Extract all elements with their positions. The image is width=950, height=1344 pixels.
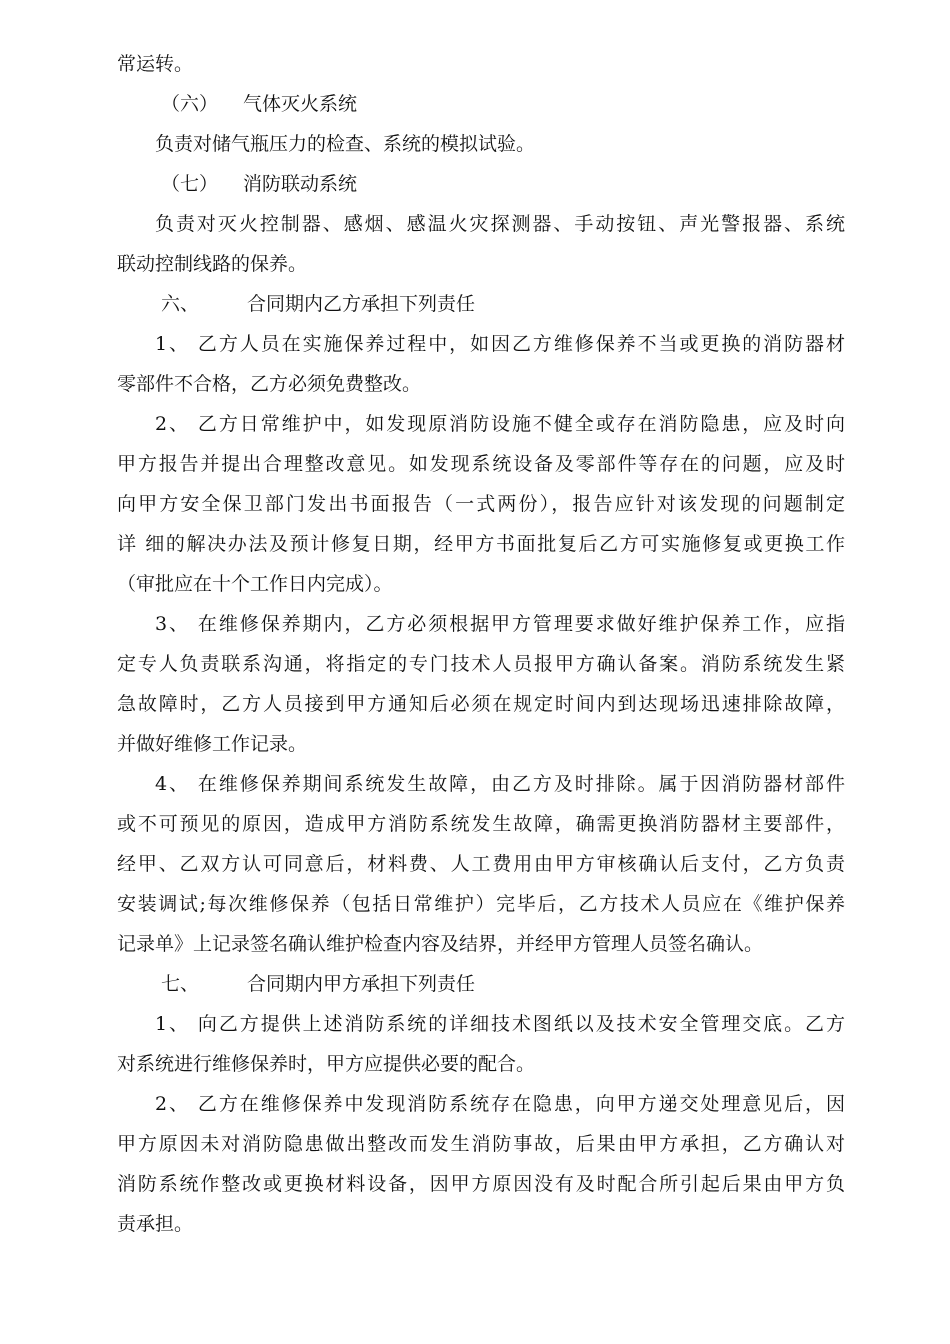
body-text-line: 记录单》上记录签名确认维护检查内容及结界，并经甲方管理人员签名确认。: [117, 933, 764, 955]
body-text-line: 2、 乙方日常维护中，如发现原消防设施不健全或存在消防隐患，应及时向: [155, 413, 845, 435]
body-text-line: 定专人负责联系沟通，将指定的专门技术人员报甲方确认备案。消防系统发生紧: [117, 653, 845, 675]
section-heading-party-b-responsibilities: [117, 284, 845, 324]
section-heading-party-a-responsibilities: [117, 964, 845, 1004]
body-text-line: 消防系统作整改或更换材料设备，因甲方原因没有及时配合所引起后果由甲方负: [117, 1173, 845, 1195]
subsection-heading-fire-linkage: [117, 164, 845, 204]
body-text-line: 常运转。: [117, 53, 194, 75]
body-text-line: 详 细的解决办法及预计修复日期，经甲方书面批复后乙方可实施修复或更换工作: [117, 533, 845, 555]
body-text-line: 负责对储气瓶压力的检查、系统的模拟试验。: [155, 133, 536, 155]
body-text-line: 负责对灭火控制器、感烟、感温火灾探测器、手动按钮、声光警报器、系统: [155, 213, 845, 235]
body-text-line: 对系统进行维修保养时，甲方应提供必要的配合。: [117, 1053, 536, 1075]
body-text-line: 1、 乙方人员在实施保养过程中，如因乙方维修保养不当或更换的消防器材: [155, 333, 845, 355]
body-text-line: 4、 在维修保养期间系统发生故障，由乙方及时排除。属于因消防器材部件: [155, 773, 845, 795]
subsection-title: 消防联动系统: [243, 173, 358, 195]
section-number: 七、: [161, 973, 200, 995]
body-text-line: 或不可预见的原因，造成甲方消防系统发生故障，确需更换消防器材主要部件，: [117, 813, 845, 835]
body-text-line: 零部件不合格，乙方必须免费整改。: [117, 373, 422, 395]
body-text-line: 安装调试;每次维修保养（包括日常维护）完毕后，乙方技术人员应在《维护保养: [117, 893, 845, 915]
subsection-heading-gas-fire-extinguishing: [117, 84, 845, 124]
section-title: 合同期内甲方承担下列责任: [247, 973, 476, 995]
body-text-line: 1、 向乙方提供上述消防系统的详细技术图纸以及技术安全管理交底。乙方: [155, 1013, 845, 1035]
document-page: [117, 44, 845, 1244]
body-text-line: 甲方报告并提出合理整改意见。如发现系统设备及零部件等存在的问题，应及时: [117, 453, 845, 475]
section-number: 六、: [161, 293, 200, 315]
body-text-line: 经甲、乙双方认可同意后，材料费、人工费用由甲方审核确认后支付，乙方负责: [117, 853, 845, 875]
subsection-number: （七）: [161, 173, 219, 195]
body-text-line: 联动控制线路的保养。: [117, 253, 308, 275]
body-text-line: 2、 乙方在维修保养中发现消防系统存在隐患，向甲方递交处理意见后，因: [155, 1093, 845, 1115]
body-text-line: 3、 在维修保养期内，乙方必须根据甲方管理要求做好维护保养工作，应指: [155, 613, 845, 635]
body-text-line: 向甲方安全保卫部门发出书面报告（一式两份），报告应针对该发现的问题制定: [117, 493, 845, 515]
body-text-line: 并做好维修工作记录。: [117, 733, 308, 755]
subsection-title: 气体灭火系统: [243, 93, 358, 115]
body-text-line: 责承担。: [117, 1213, 194, 1235]
body-text-line: （审批应在十个工作日内完成）。: [117, 573, 393, 595]
subsection-number: （六）: [161, 93, 219, 115]
body-text-line: 急故障时，乙方人员接到甲方通知后必须在规定时间内到达现场迅速排除故障，: [117, 693, 845, 715]
body-text-line: 甲方原因未对消防隐患做出整改而发生消防事故，后果由甲方承担，乙方确认对: [117, 1133, 845, 1155]
section-title: 合同期内乙方承担下列责任: [247, 293, 476, 315]
